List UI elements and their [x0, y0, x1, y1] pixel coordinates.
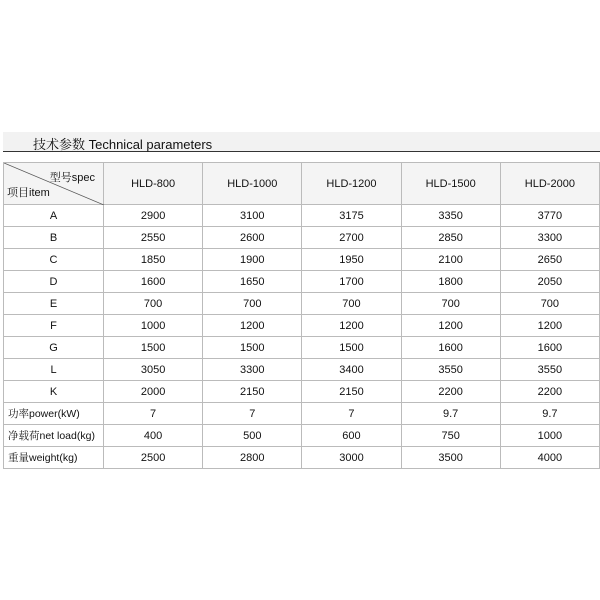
row-label: 净载荷net load(kg): [4, 425, 104, 447]
value-cell: 3300: [203, 359, 302, 381]
value-cell: 3050: [104, 359, 203, 381]
model-header: HLD-800: [104, 163, 203, 205]
value-cell: 700: [500, 293, 599, 315]
value-cell: 2650: [500, 249, 599, 271]
item-label: 项目item: [7, 187, 50, 199]
value-cell: 2000: [104, 381, 203, 403]
value-cell: 1900: [203, 249, 302, 271]
row-label: K: [4, 381, 104, 403]
value-cell: 7: [302, 403, 401, 425]
value-cell: 3000: [302, 447, 401, 469]
table-row: [4, 271, 600, 293]
row-label: A: [4, 205, 104, 227]
model-header: HLD-1000: [203, 163, 302, 205]
value-cell: 1500: [104, 337, 203, 359]
row-label: B: [4, 227, 104, 249]
value-cell: 1200: [500, 315, 599, 337]
value-cell: 1850: [104, 249, 203, 271]
value-cell: 1700: [302, 271, 401, 293]
value-cell: 1200: [203, 315, 302, 337]
table-row: [4, 205, 600, 227]
value-cell: 750: [401, 425, 500, 447]
value-cell: 3550: [500, 359, 599, 381]
value-cell: 2150: [203, 381, 302, 403]
value-cell: 1000: [500, 425, 599, 447]
value-cell: 4000: [500, 447, 599, 469]
table-row: [4, 381, 600, 403]
row-label: 重量weight(kg): [4, 447, 104, 469]
parameters-table: [3, 162, 600, 469]
value-cell: 1200: [302, 315, 401, 337]
table-row: [4, 293, 600, 315]
value-cell: 700: [401, 293, 500, 315]
table-row: [4, 425, 600, 447]
corner-header-cell: [4, 163, 104, 205]
value-cell: 3400: [302, 359, 401, 381]
table-row: [4, 227, 600, 249]
row-label: C: [4, 249, 104, 271]
row-label: D: [4, 271, 104, 293]
value-cell: 7: [203, 403, 302, 425]
table-row: [4, 249, 600, 271]
row-label: F: [4, 315, 104, 337]
value-cell: 2550: [104, 227, 203, 249]
value-cell: 400: [104, 425, 203, 447]
value-cell: 700: [302, 293, 401, 315]
value-cell: 7: [104, 403, 203, 425]
value-cell: 9.7: [401, 403, 500, 425]
value-cell: 2700: [302, 227, 401, 249]
value-cell: 600: [302, 425, 401, 447]
value-cell: 1950: [302, 249, 401, 271]
value-cell: 2900: [104, 205, 203, 227]
value-cell: 2100: [401, 249, 500, 271]
value-cell: 2500: [104, 447, 203, 469]
model-header: HLD-1200: [302, 163, 401, 205]
value-cell: 2050: [500, 271, 599, 293]
value-cell: 700: [203, 293, 302, 315]
table-row: [4, 337, 600, 359]
table-row: [4, 315, 600, 337]
spec-label: 型号spec: [49, 172, 95, 184]
value-cell: 3500: [401, 447, 500, 469]
section-title: 技术参数 Technical parameters: [33, 137, 213, 152]
value-cell: 3550: [401, 359, 500, 381]
value-cell: 500: [203, 425, 302, 447]
value-cell: 1500: [302, 337, 401, 359]
value-cell: 3770: [500, 205, 599, 227]
row-label: 功率power(kW): [4, 403, 104, 425]
value-cell: 1600: [104, 271, 203, 293]
value-cell: 1800: [401, 271, 500, 293]
model-header: HLD-2000: [500, 163, 599, 205]
value-cell: 1200: [401, 315, 500, 337]
value-cell: 3300: [500, 227, 599, 249]
model-header: HLD-1500: [401, 163, 500, 205]
value-cell: 2600: [203, 227, 302, 249]
value-cell: 3175: [302, 205, 401, 227]
value-cell: 2850: [401, 227, 500, 249]
value-cell: 1600: [401, 337, 500, 359]
value-cell: 2200: [500, 381, 599, 403]
value-cell: 2150: [302, 381, 401, 403]
value-cell: 1500: [203, 337, 302, 359]
value-cell: 1600: [500, 337, 599, 359]
value-cell: 3100: [203, 205, 302, 227]
section-title-bar: [3, 132, 600, 152]
row-label: L: [4, 359, 104, 381]
row-label: E: [4, 293, 104, 315]
value-cell: 700: [104, 293, 203, 315]
value-cell: 2200: [401, 381, 500, 403]
table-row: [4, 403, 600, 425]
row-label: G: [4, 337, 104, 359]
value-cell: 9.7: [500, 403, 599, 425]
value-cell: 1650: [203, 271, 302, 293]
value-cell: 2800: [203, 447, 302, 469]
value-cell: 3350: [401, 205, 500, 227]
value-cell: 1000: [104, 315, 203, 337]
table-row: [4, 447, 600, 469]
table-header-row: [4, 163, 600, 205]
table-row: [4, 359, 600, 381]
